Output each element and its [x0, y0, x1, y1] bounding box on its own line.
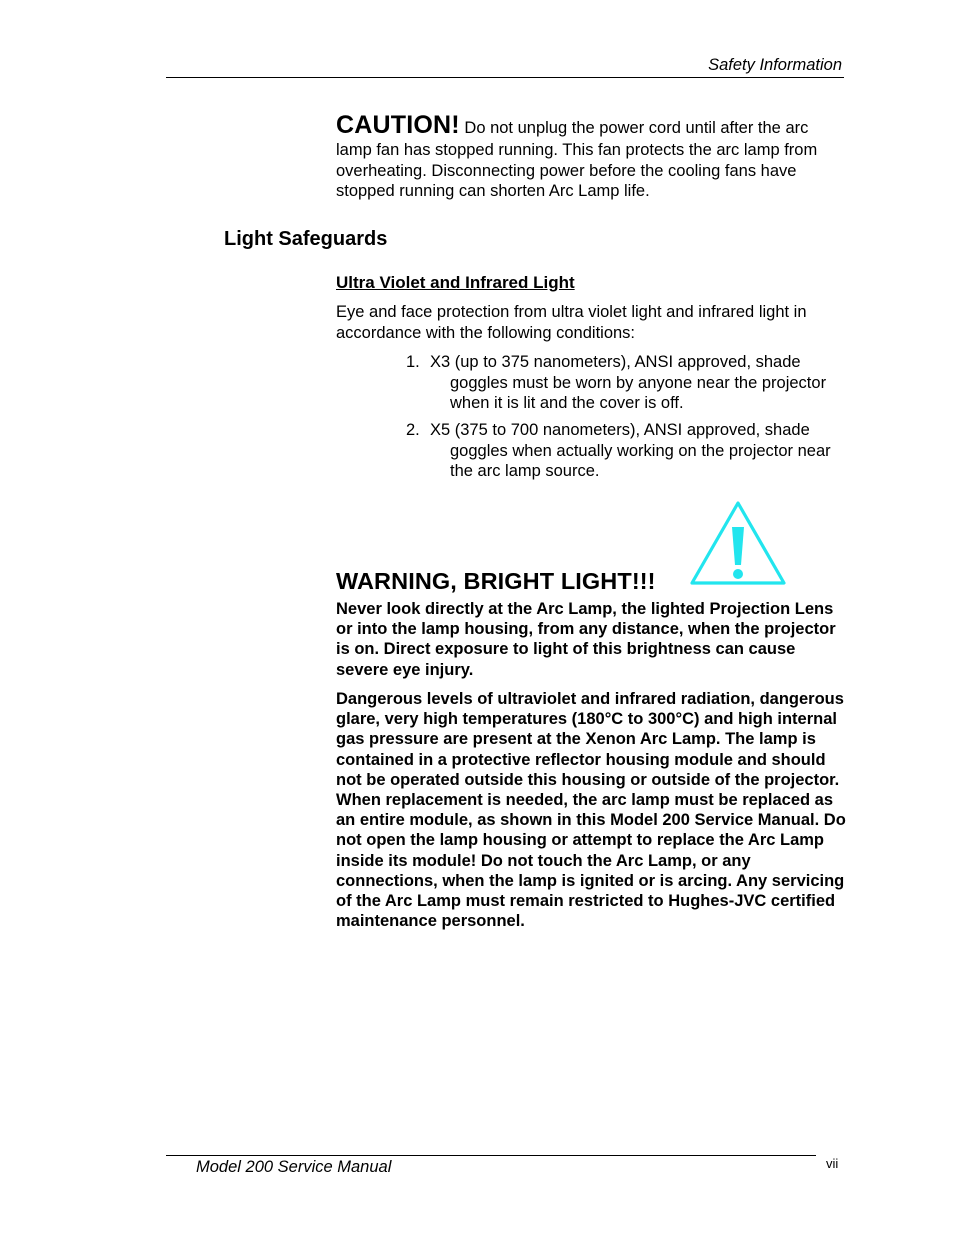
section-heading: Light Safeguards [224, 228, 388, 250]
warning-title: WARNING, BRIGHT LIGHT!!! [336, 568, 656, 594]
warning-paragraph-2: Dangerous levels of ultraviolet and infrared radiation, dangerous glare, very high temperatures (180°C to 300°C) and high internal gas pressure are present at the Xenon Arc Lamp. The lamp is contained in a protective reflector housing module and should not be operated outside this housing or outside of the projector. When replacement is needed, the arc lamp must be replaced as an entire module, as shown in this Model 200 Service Manual. Do not open the lamp housing or attempt to replace the Arc Lamp inside its module! Do not touch the Arc Lamp, or any connections, when the lamp is ignited or is arcing. Any servicing of the Arc Lamp must remain restricted to Hughes-JVC certified maintenance personnel. [336, 690, 846, 931]
list-item [406, 420, 846, 482]
warning-paragraph-1: Never look directly at the Arc Lamp, the lighted Projection Lens or into the lamp housing, from any distance, when the projector is on. Direct exposure to light of this brightness can cause severe eye injury. [336, 600, 836, 679]
list-item-text: X3 (up to 375 nanometers), ANSI approved, shade goggles must be worn by anyone near the projector when it is lit and the cover is off. [430, 353, 827, 412]
list-item-number: 1. [406, 353, 420, 371]
caution-text: Do not unplug the power cord until after the arc lamp fan has stopped running. This fan protects the arc lamp from overheating. Disconnecting power before the cooling fans have stopped running can shorten Arc Lamp life. [336, 119, 818, 200]
warning-triangle-icon [688, 499, 788, 589]
running-header: Safety Information [708, 56, 842, 74]
header-rule [166, 77, 844, 78]
footer-manual-title: Model 200 Service Manual [196, 1158, 392, 1176]
footer-rule [166, 1155, 816, 1156]
protection-list-2 [406, 420, 846, 482]
subsection-heading: Ultra Violet and Infrared Light [336, 273, 575, 292]
list-item-number: 2. [406, 421, 420, 439]
caution-block [336, 110, 846, 202]
list-item [406, 352, 846, 414]
intro-paragraph: Eye and face protection from ultra violet light and infrared light in accordance with the following conditions: [336, 303, 807, 342]
list-item-text: X5 (375 to 700 nanometers), ANSI approved, shade goggles when actually working on the projector near the arc lamp source. [430, 421, 831, 480]
protection-list [406, 352, 846, 414]
page-number: vii [826, 1156, 839, 1171]
caution-label: CAUTION! [336, 111, 460, 139]
